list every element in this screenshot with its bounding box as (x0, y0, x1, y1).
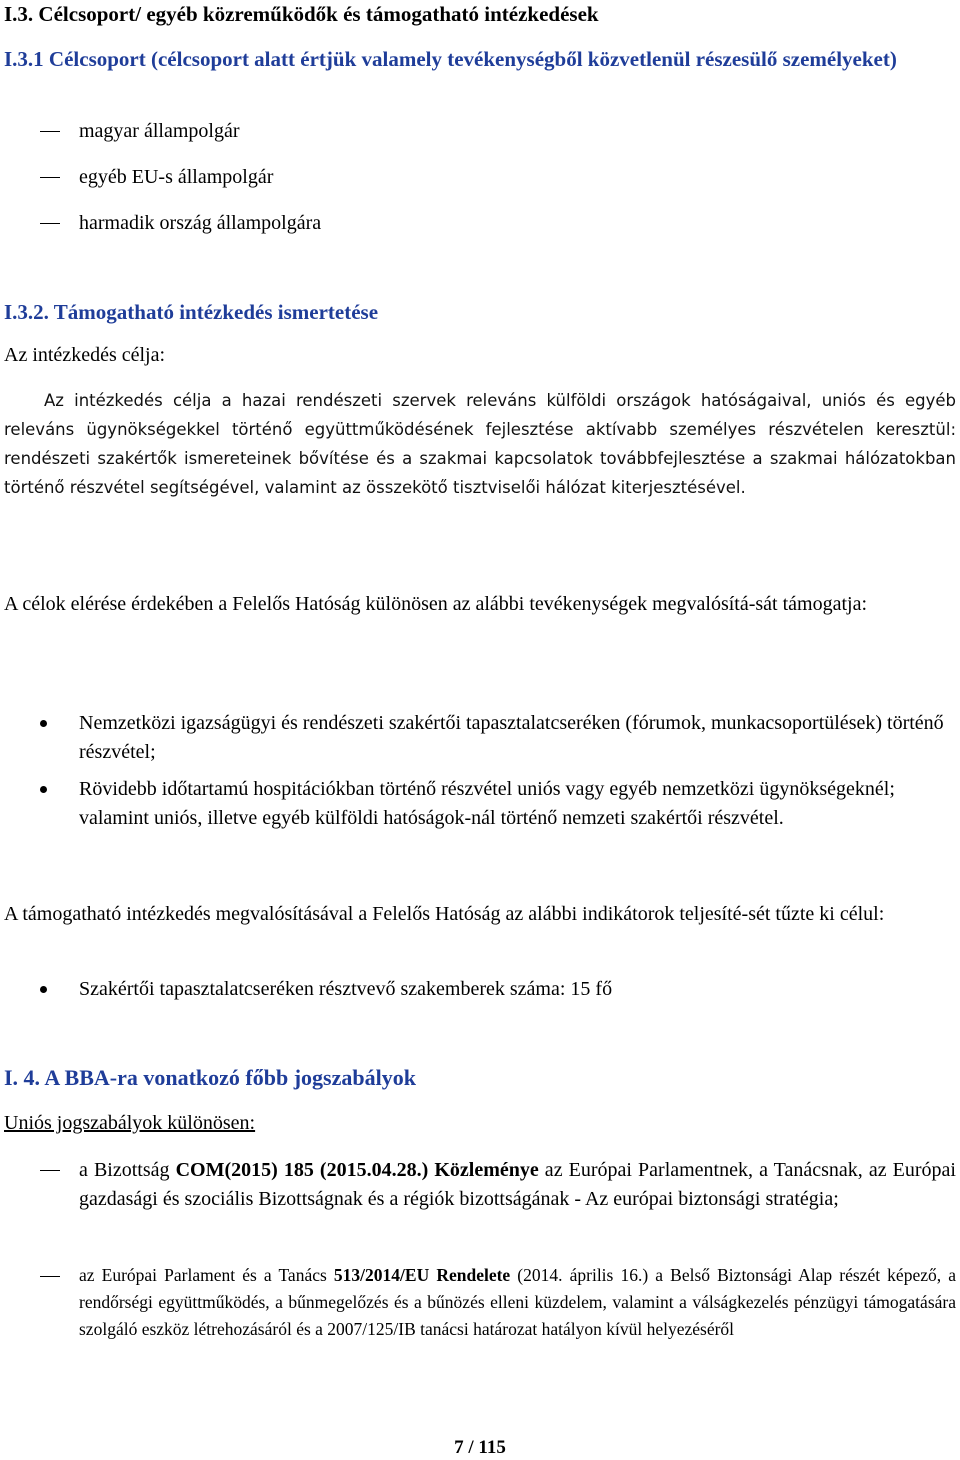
law-text-post: az Európai Parlamentnek, a Tanácsnak, az Európai gazdasági és szociális Bizottságnak és a régiók bizottságának - Az európai biztonsági stratégia; (79, 1159, 956, 1210)
list-item: Nemzetközi igazságügyi és rendészeti szakértői tapasztalatcseréken (fórumok, munkacsoportülések) történő részvétel; (4, 709, 956, 767)
dash-marker (40, 1170, 60, 1171)
law-text-post: (2014. április 16.) a Belső Biztonsági Alap részét képező, a rendőrségi együttműködés, a bűnmegelőzés és a bűnözés elleni küzdelem, valamint a válságkezelés pénzügyi támogatására szolgáló eszköz létrehozásáról és a 2007/125/IB tanácsi határozat hatályon kívül helyezéséről (79, 1265, 956, 1339)
activities-intro: A célok elérése érdekében a Felelős Hatóság különösen az alábbi tevékenységek megvalósítá-sát támogatja: (4, 593, 868, 615)
law-item-1 (4, 1156, 956, 1214)
section-heading-1-3: I.3. Célcsoport/ egyéb közreműködők és támogatható intézkedések (4, 2, 599, 26)
list-item: harmadik ország állampolgára (4, 200, 956, 246)
law-text-pre: a Bizottság (79, 1159, 176, 1181)
indicator-intro: A támogatható intézkedés megvalósításával a Felelős Hatóság az alábbi indikátorok teljesíté-sét tűzte ki célul: (4, 903, 885, 925)
law-reference: 513/2014/EU Rendelete (333, 1265, 511, 1285)
dash-marker (40, 1276, 60, 1277)
law-text-pre: az Európai Parlament és a Tanács (79, 1265, 334, 1285)
law-reference: COM(2015) 185 (2015.04.28.) Közleménye (175, 1159, 539, 1181)
law-item-2 (4, 1262, 956, 1343)
list-item: magyar állampolgár (4, 108, 956, 154)
list-item: Rövidebb időtartamú hospitációkban történő részvétel uniós vagy egyéb nemzetközi ügynökségeknél; valamint uniós, illetve egyéb külföldi hatóságok-nál történő nemzeti szakértői részvétel. (4, 775, 956, 833)
list-item: Szakértői tapasztalatcseréken résztvevő szakemberek száma: 15 fő (4, 975, 956, 1004)
list-item: egyéb EU-s állampolgár (4, 154, 956, 200)
activities-list (4, 709, 956, 833)
section-heading-1-3-2: I.3.2. Támogatható intézkedés ismertetése (4, 300, 379, 324)
aim-label: Az intézkedés célja: (4, 344, 166, 366)
aim-paragraph (4, 386, 956, 502)
target-group-list (4, 108, 956, 246)
section-heading-1-4: I. 4. A BBA-ra vonatkozó főbb jogszabályok (4, 1065, 416, 1090)
law-text (79, 1156, 956, 1214)
page-number: 7 / 115 (454, 1437, 506, 1458)
law-text (79, 1262, 956, 1343)
eu-laws-label: Uniós jogszabályok különösen: (4, 1112, 256, 1134)
section-heading-1-3-1: I.3.1 Célcsoport (célcsoport alatt értjük valamely tevékenységből közvetlenül részesülő személyeket) (4, 47, 897, 71)
aim-text: Az intézkedés célja a hazai rendészeti szervek releváns külföldi országok hatóságaival, uniós és egyéb releváns ügynökségekkel történő együttműködésének fejlesztése aktívabb személyes részvételen keresztül: rendészeti szakértők ismereteinek bővítése és a szakmai kapcsolatok továbbfejlesztése a szakmai hálózatokban történő részvétel segítségével, valamint az összekötő tisztviselői hálózat kiterjesztésével. (4, 391, 956, 497)
indicator-list (4, 975, 956, 1004)
